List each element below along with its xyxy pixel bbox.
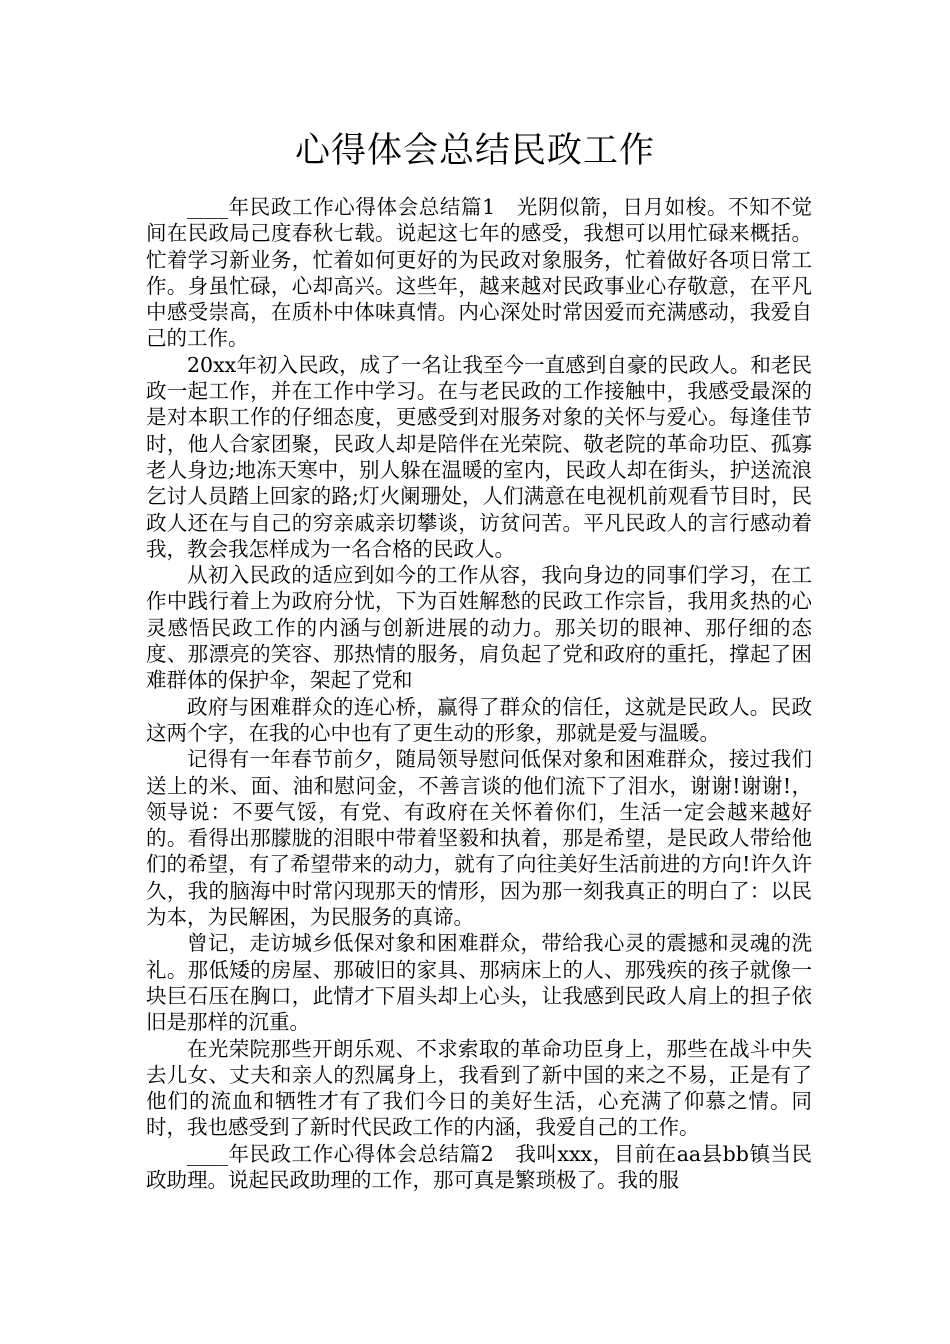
paragraph-3: 从初入民政的适应到如今的工作从容，我向身边的同事们学习，在工作中践行着上为政府分忧，下为百姓解愁的民政工作宗旨，我用炙热的心灵感悟民政工作的内涵与创新进展的动力。那关切的眼神、那仔细的态度、那漂亮的笑容、那热情的服务，肩负起了党和政府的重托，撑起了困难群体的保护伞，架起了党和 xyxy=(146,563,812,693)
paragraph-8: ____年民政工作心得体会总结篇2 我叫xxx，目前在aa县bb镇当民政助理。说起民政助理的工作，那可真是繁琐极了。我的服 xyxy=(146,1141,812,1192)
document-body xyxy=(146,194,812,1193)
paragraph-2: 20xx年初入民政，成了一名让我至今一直感到自豪的民政人。和老民政一起工作，并在工作中学习。在与老民政的工作接触中，我感受最深的是对本职工作的仔细态度，更感受到对服务对象的关怀与爱心。每逢佳节时，他人合家团聚，民政人却是陪伴在光荣院、敬老院的革命功臣、孤寡老人身边;地冻天寒中，别人躲在温暖的室内，民政人却在街头，护送流浪乞讨人员踏上回家的路;灯火阑珊处，人们满意在电视机前观看节目时，民政人还在与自己的穷亲戚亲切攀谈，访贫问苦。平凡民政人的言行感动着我，教会我怎样成为一名合格的民政人。 xyxy=(146,352,812,561)
document-title: 心得体会总结民政工作 xyxy=(294,131,655,171)
paragraph-6: 曾记，走访城乡低保对象和困难群众，带给我心灵的震撼和灵魂的洗礼。那低矮的房屋、那破旧的家具、那病床上的人、那残疾的孩子就像一块巨石压在胸口，此情才下眉头却上心头，让我感到民政人肩上的担子依旧是那样的沉重。 xyxy=(146,931,812,1035)
paragraph-7: 在光荣院那些开朗乐观、不求索取的革命功臣身上，那些在战斗中失去儿女、丈夫和亲人的烈属身上，我看到了新中国的来之不易，正是有了他们的流血和牺牲才有了我们今日的美好生活，心充满了仰慕之情。同时，我也感受到了新时代民政工作的内涵，我爱自己的工作。 xyxy=(146,1036,812,1140)
paragraph-4: 政府与困难群众的连心桥，赢得了群众的信任，这就是民政人。民政这两个字，在我的心中也有了更生动的形象，那就是爱与温暖。 xyxy=(146,694,812,745)
paragraph-5: 记得有一年春节前夕，随局领导慰问低保对象和困难群众，接过我们送上的米、面、油和慰问金，不善言谈的他们流下了泪水，谢谢!谢谢!，领导说：不要气馁，有党、有政府在关怀着你们，生活一定会越来越好的。看得出那朦胧的泪眼中带着坚毅和执着，那是希望，是民政人带给他们的希望，有了希望带来的动力，就有了向往美好生活前进的方向!许久许久，我的脑海中时常闪现那天的情形，因为那一刻我真正的明白了：以民为本，为民解困，为民服务的真谛。 xyxy=(146,747,812,930)
paragraph-1: ____年民政工作心得体会总结篇1 光阴似箭，日月如梭。不知不觉间在民政局己度春秋七载。说起这七年的感受，我想可以用忙碌来概括。忙着学习新业务，忙着如何更好的为民政对象服务，忙着做好各项日常工作。身虽忙碌，心却高兴。这些年，越来越对民政事业心存敬意，在平凡中感受崇高，在质朴中体味真情。内心深处时常因爱而充满感动，我爱自己的工作。 xyxy=(146,195,812,351)
